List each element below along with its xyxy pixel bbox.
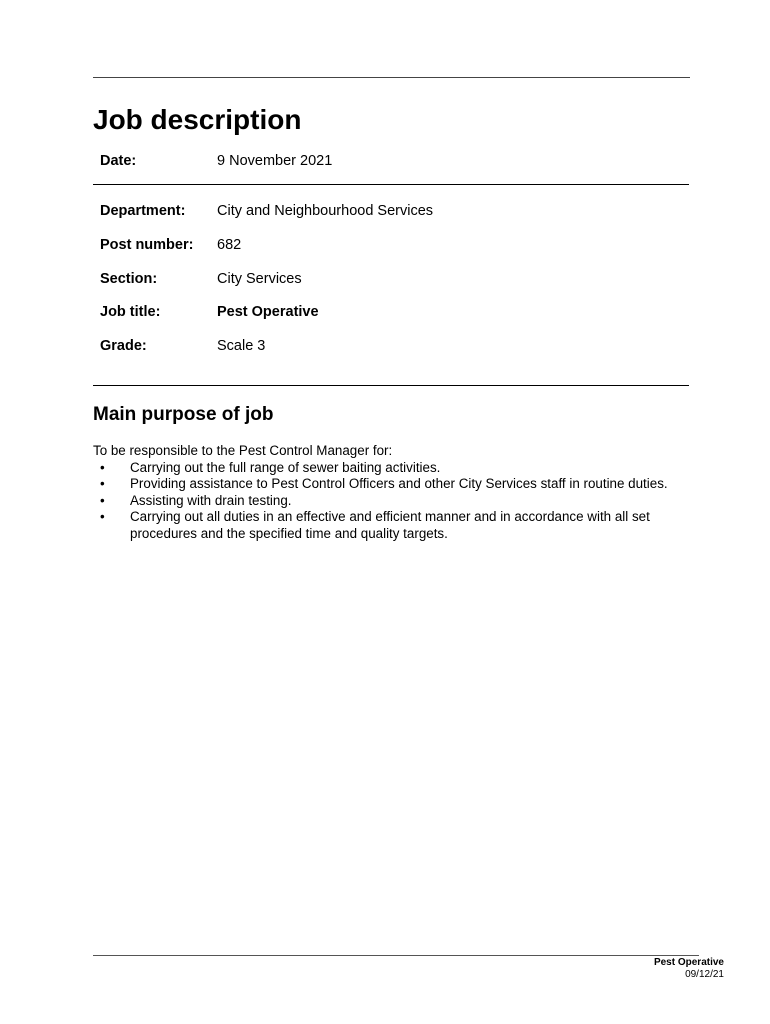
job-title-value: Pest Operative: [217, 304, 319, 320]
date-value: 9 November 2021: [217, 153, 333, 169]
bullet-icon: •: [100, 476, 105, 491]
department-value: City and Neighbourhood Services: [217, 203, 434, 219]
list-item-text: Carrying out all duties in an effective and efficient manner and in accordance with all set procedures and the specified time and quality targets.: [130, 509, 650, 541]
grade-field: [100, 337, 265, 355]
grade-label: Grade:: [100, 338, 147, 354]
list-item: [93, 476, 718, 493]
main-purpose-intro: To be responsible to the Pest Control Manager for:: [93, 443, 393, 458]
post-number-label: Post number:: [100, 237, 194, 253]
department-field: [100, 202, 433, 220]
bullet-icon: •: [100, 459, 105, 475]
list-item: [93, 460, 718, 477]
department-label: Department:: [100, 203, 186, 219]
date-field: [100, 152, 332, 170]
bullet-icon: •: [100, 492, 105, 508]
job-title-label: Job title:: [100, 304, 161, 320]
list-item: [93, 493, 718, 510]
bullet-icon: •: [100, 509, 105, 524]
header-divider: [93, 184, 689, 185]
main-purpose-list: [93, 460, 718, 543]
post-number-value: 682: [217, 237, 242, 253]
footer-date: 09/12/21: [685, 969, 724, 980]
page-title: Job description: [93, 104, 302, 135]
main-purpose-heading: Main purpose of job: [93, 404, 274, 425]
date-label: Date:: [100, 153, 137, 169]
list-item-text: Providing assistance to Pest Control Officers and other City Services staff in routine duties.: [130, 476, 668, 491]
section-value: City Services: [217, 271, 302, 287]
top-divider: [93, 77, 690, 78]
footer-title: Pest Operative: [653, 957, 724, 968]
section-field: [100, 270, 302, 288]
section-label: Section:: [100, 271, 158, 287]
grade-value: Scale 3: [217, 338, 266, 354]
footer-divider: [93, 955, 699, 956]
page-footer: [654, 957, 724, 981]
list-item-text: Carrying out the full range of sewer baiting activities.: [130, 459, 441, 475]
list-item-text: Assisting with drain testing.: [130, 492, 292, 508]
details-divider: [93, 385, 689, 386]
job-title-field: [100, 303, 319, 321]
post-number-field: [100, 236, 241, 254]
list-item: [93, 509, 718, 542]
main-purpose-body: [93, 443, 718, 542]
